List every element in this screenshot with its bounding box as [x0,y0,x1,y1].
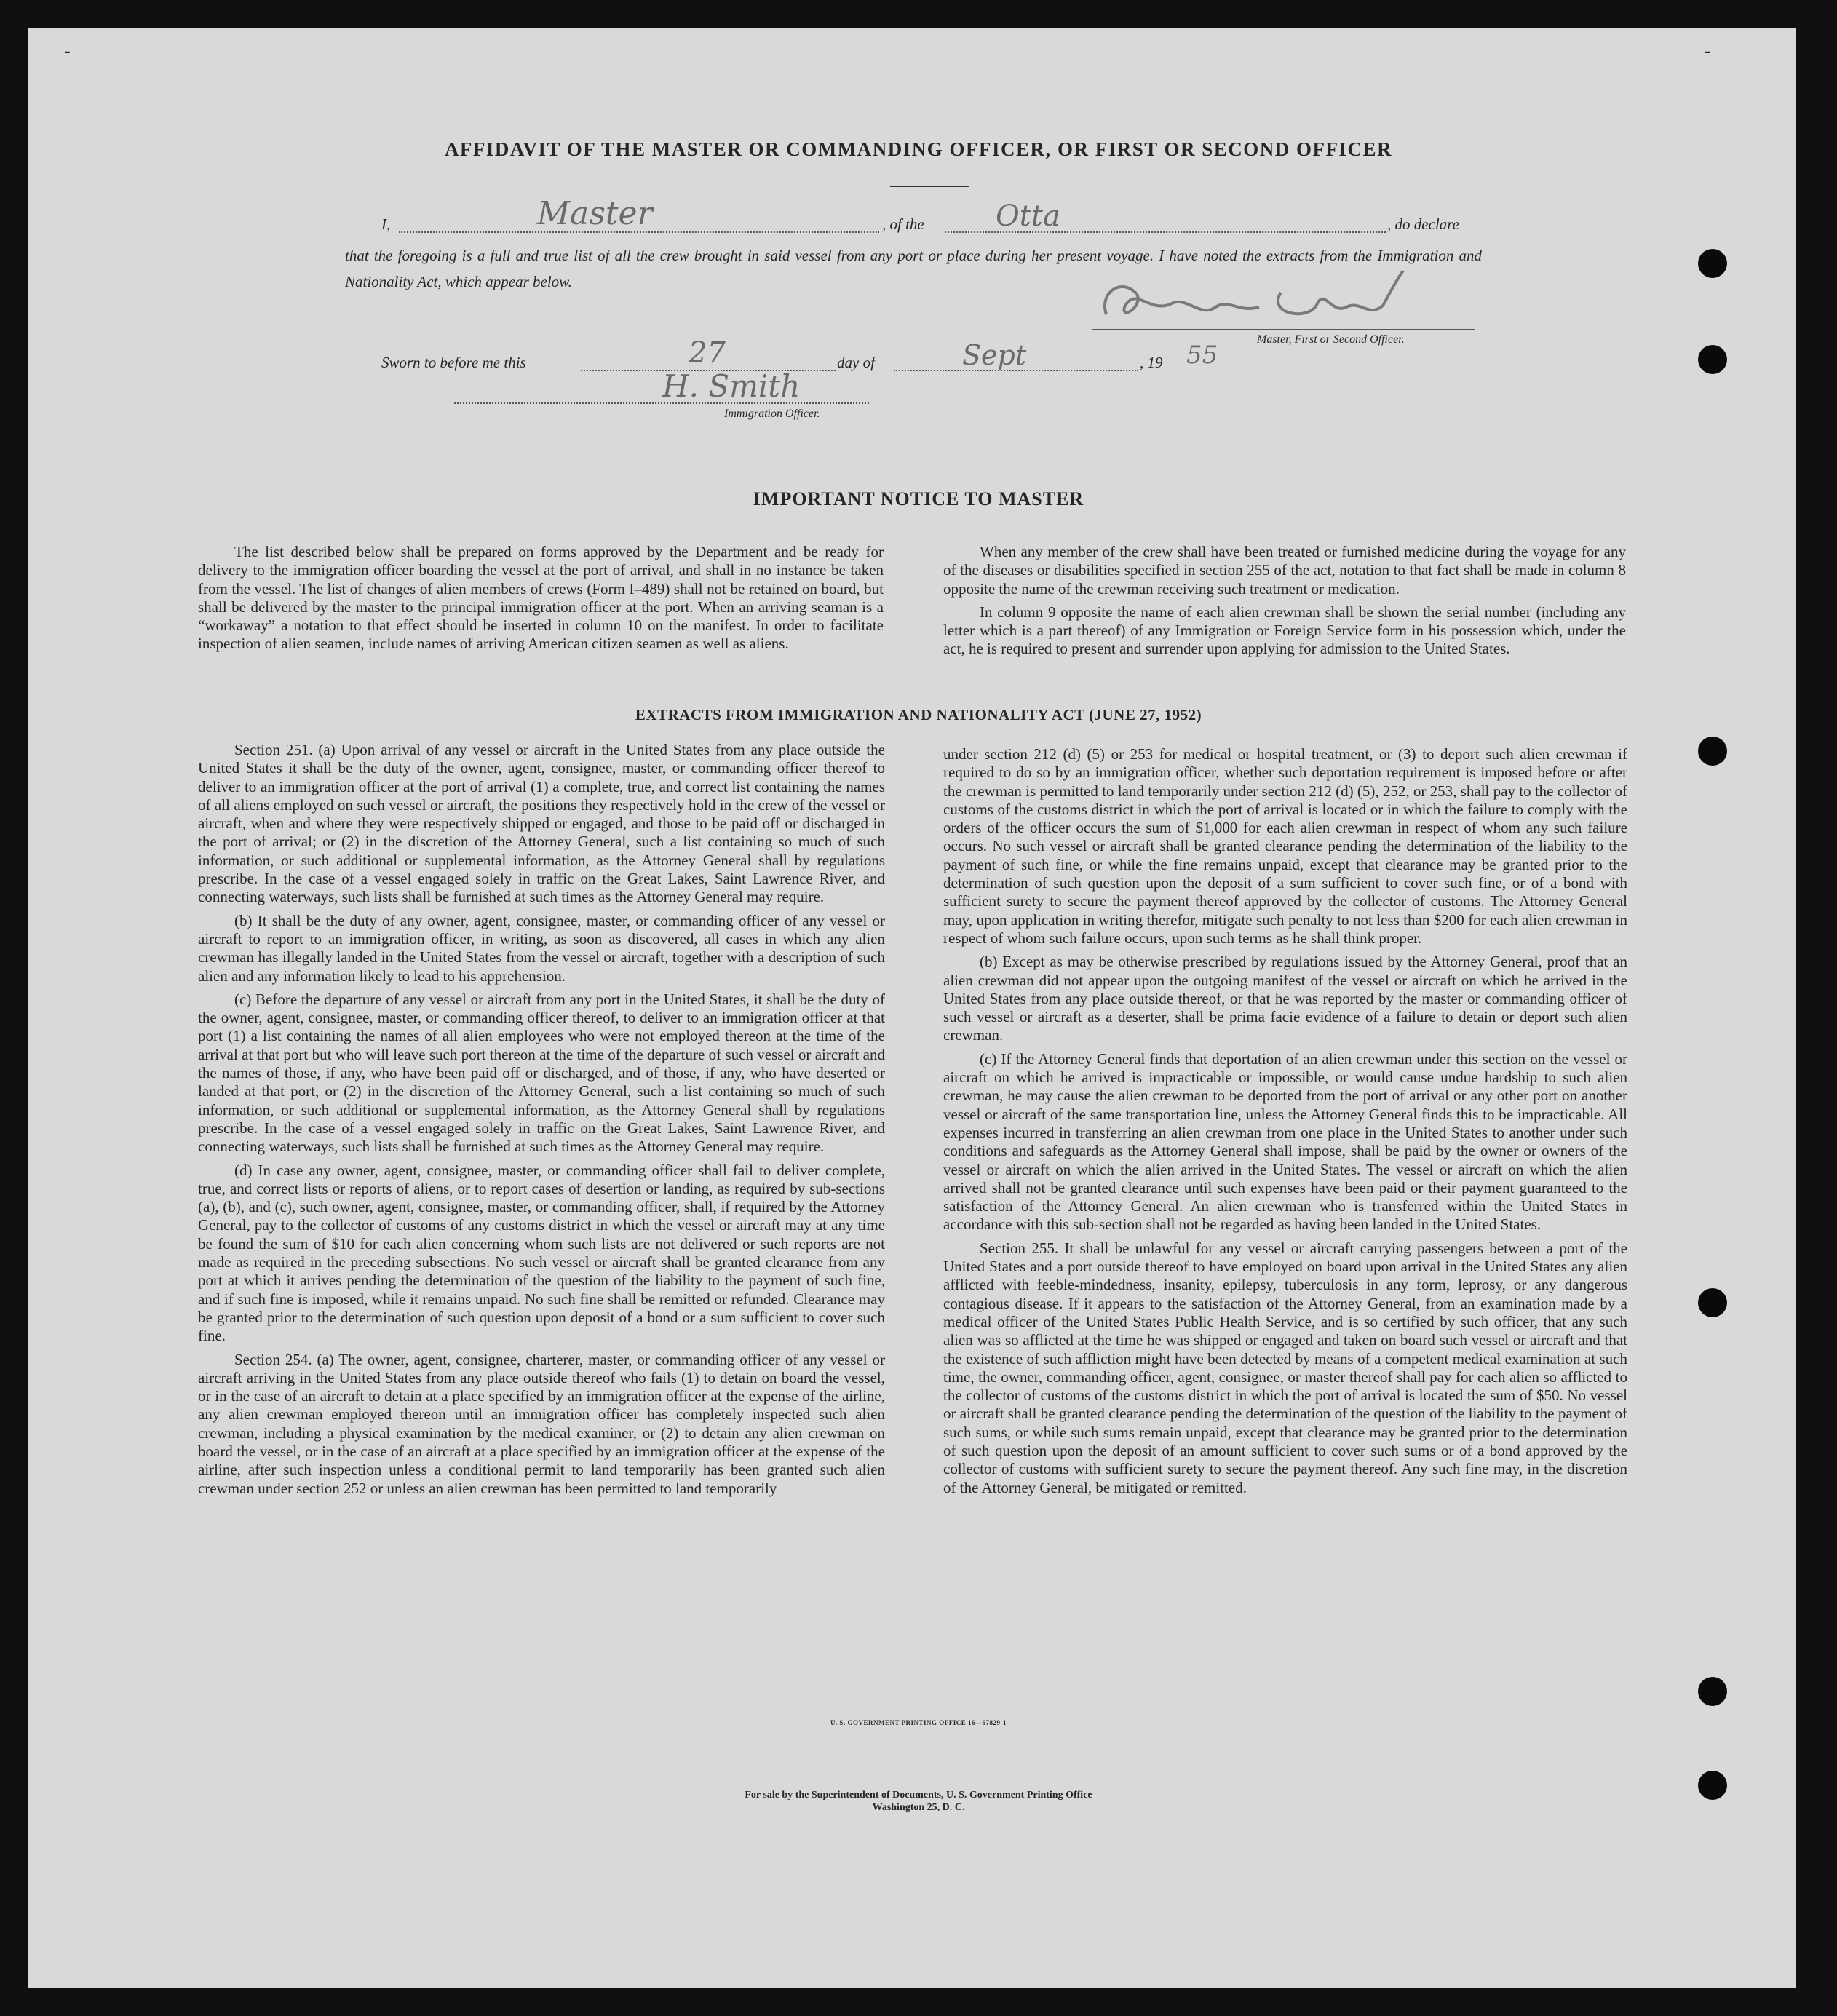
of-the-label: , of the [882,215,924,233]
printer-line: U. S. GOVERNMENT PRINTING OFFICE 16—67829-1 [830,1719,1007,1726]
officer-signature-line [454,402,869,404]
signature-caption: Master, First or Second Officer. [1257,333,1405,346]
signature-line [1092,329,1475,330]
name-handwritten: Master [537,195,653,232]
section-251-c: (c) Before the departure of any vessel or aircraft from any port in the United States, it shall be the duty of the owner, agent, consignee, master, or commanding officer thereof, to deliver to an immigration officer at that port (1) a list containing the names of all alien employees who were not employed thereon at the time of the arrival at that port but who will leave such port thereon at the time of the departure of such vessel or aircraft and the names of those, if any, who have been paid off or discharged, and of those, if any, who have deserted or landed at that port, or (2) in the discretion of the Attorney General, such a list containing so much of such information, or such additional or supplemental information, as the Attorney General shall by regulations prescribe. In the case of a vessel engaged solely in traffic on the Great Lakes, Saint Lawrence River, and connecting waterways, such lists shall be furnished at such times as the Attorney General may require. [198,990,885,1156]
day-of-label: day of [837,354,875,371]
i-prefix: I, [381,215,391,233]
scan-mark: - [1705,40,1711,61]
notice-right-column [943,543,1626,664]
notice-left-column [198,543,884,659]
section-251-d: (d) In case any owner, agent, consignee, master, or commanding officer shall fail to deliver complete, true, and correct lists or reports of aliens, or to report cases of desertion or landing, as required by sub-sections (a), (b), and (c), such owner, agent, consignee, master, or commanding officer, shall, if required by the Attorney General, pay to the collector of customs of any customs district in which the vessel or aircraft may at any time be found the sum of $10 for each alien concerning whom such lists are not delivered or such reports are not made as required in the preceding subsections. No such vessel or aircraft shall be granted clearance from any port at which it arrives pending the determination of the question of the liability to the payment of such fine, and if such fine is imposed, while it remains unpaid. No such fine shall be remitted or refunded. Clearance may be granted prior to the determination of such question upon deposit of a bond or a sum sufficient to cover such fine. [198,1161,885,1345]
section-254-c: (c) If the Attorney General finds that deportation of an alien crewman under this section on the vessel or aircraft on which he arrived is impracticable or impossible, or would cause undue hardship to such alien crewman, he may cause the alien crewman to be deported from the port of arrival or any other port on another vessel or aircraft of the same transportation line, unless the Attorney General finds this to be impracticable. All expenses incurred in transferring an alien crewman from one place in the United States to another under such conditions and safeguards as the Attorney General shall impose, shall be paid by the owner or owners of the vessel or aircraft on which the alien arrived in the United States. The vessel or aircraft on which the alien arrived shall not be granted clearance until such expenses have been paid or their payment guaranteed to the satisfaction of the Attorney General. An alien crewman who is transferred within the United States in accordance with this sub-section shall not be regarded as having been landed in the United States. [943,1049,1627,1234]
notice-paragraph: The list described below shall be prepared on forms approved by the Department and be ready for delivery to the immigration officer boarding the vessel at the port of arrival, and shall in no instance be taken from the vessel. The list of changes of alien members of crews (Form I–489) shall not be retained on board, but shall be delivered by the master to the principal immigration officer at the port. When an arriving seaman is a “workaway” a notation to that effect should be inserted in column 10 on the manifest. In order to facilitate inspection of alien seamen, include names of arriving American citizen seamen as well as aliens. [198,543,884,653]
punch-hole [1698,1677,1727,1706]
officer-caption: Immigration Officer. [724,408,820,420]
extracts-left-column [198,741,885,1503]
extracts-heading: EXTRACTS FROM IMMIGRATION AND NATIONALITY ACT (JUNE 27, 1952) [635,706,1202,723]
declaration-body: that the foregoing is a full and true list of all the crew brought in said vessel from any port or place during her present voyage. I have noted the extracts from the Immigration and Nationality Act, which appear below. [345,247,1482,290]
extracts-right-column [943,745,1627,1502]
notice-heading: IMPORTANT NOTICE TO MASTER [753,488,1084,509]
section-254-a-continued: under section 212 (d) (5) or 253 for medical or hospital treatment, or (3) to deport such alien crewman if required to do so by an immigration officer, whether such deportation requirement is imposed before or after the crewman is permitted to land temporarily under section 212 (d) (5), 252, or 253, shall pay to the collector of customs of the customs district in which the port of arrival is located or in which the failure to comply with the orders of the officer occurs the sum of $1,000 for each alien crewman in respect of whom any such failure occurs. No such vessel or aircraft shall be granted clearance pending the determination of the liability to the payment of such fine, or while the fine remains unpaid, except that clearance may be granted prior to the determination of such question upon the deposit of a sum sufficient to cover such fine, or of a bond with sufficient surety to secure the payment thereof approved by the collector of customs. The Attorney General may, upon application in writing therefor, mitigate such penalty to not less than $200 for each alien crewman in respect of whom such failure occurs, upon such terms as he shall think proper. [943,745,1627,947]
year-prefix: , 19 [1140,354,1163,371]
officer-handwritten: H. Smith [662,368,801,404]
section-251-a: Section 251. (a) Upon arrival of any vessel or aircraft in the United States from any place outside the United States it shall be the duty of the owner, agent, consignee, master, or commanding officer thereof to deliver to an immigration officer at the port of arrival (1) a complete, true, and correct list containing the names of all aliens employed on such vessel or aircraft, the positions they respectively hold in the crew of the vessel or aircraft, when and where they were respectively shipped or engaged, and those to be paid off or discharged in the port of arrival; or (2) in the discretion of the Attorney General, such a list containing so much of such information, or such additional or supplemental information, as the Attorney General shall by regulations prescribe. In the case of a vessel engaged solely in traffic on the Great Lakes, Saint Lawrence River, and connecting waterways, such lists shall be furnished at such times as the Attorney General may require. [198,741,885,906]
punch-hole [1698,249,1727,278]
vessel-handwritten: Otta [996,199,1060,233]
scan-mark: - [64,40,71,61]
master-signature [1092,263,1412,330]
punch-hole [1698,345,1727,374]
sale-line-1: For sale by the Superintendent of Documents, U. S. Government Printing Office [745,1790,1092,1801]
notice-paragraph: In column 9 opposite the name of each alien crewman shall be shown the serial number (including any letter which is a part thereof) of any Immigration or Foreign Service form in his possession which, under the act, he is required to present and surrender upon applying for admission to the United States. [943,603,1626,658]
section-254-b: (b) Except as may be otherwise prescribed by regulations issued by the Attorney General, proof that an alien crewman did not appear upon the outgoing manifest of the vessel or aircraft on which he arrived in the United States from any place outside thereof, or that he was reported by the master or commanding officer of such vessel or aircraft as a deserter, shall be prima facie evidence of a failure to detain or deport such alien crewman. [943,953,1627,1044]
affidavit-title: AFFIDAVIT OF THE MASTER OR COMMANDING OFFICER, OR FIRST OR SECOND OFFICER [444,138,1393,160]
do-declare-label: , do declare [1387,215,1459,233]
punch-hole [1698,737,1727,766]
section-251-b: (b) It shall be the duty of any owner, agent, consignee, master, or commanding officer of any vessel or aircraft to report to an immigration officer, in writing, as soon as discovered, all cases in which any alien crewman has illegally landed in the United States from the vessel or aircraft, together with a description of such alien and any information likely to lead to his apprehension. [198,911,885,985]
section-255: Section 255. It shall be unlawful for any vessel or aircraft carrying passengers between a port of the United States and a port outside thereof to have employed on board upon arrival in the United States any alien afflicted with feeble-mindedness, insanity, epilepsy, tuberculosis in any form, leprosy, or any dangerous contagious disease. If it appears to the satisfaction of the Attorney General, from an examination made by a medical officer of the United States Public Health Service, and is so certified by such officer, that any such alien was so afflicted at the time he was shipped or engaged and taken on board such vessel or aircraft and that the existence of such affliction might have been detected by means of a competent medical examination at such time, the owner, commanding officer, agent, consignee, or master thereof shall pay for each alien so afflicted to the collector of customs of the customs district in which the port of arrival is located the sum of $50. No vessel or aircraft shall be granted clearance pending the determination of the question of the liability to the payment of such sums, or while such sums remain unpaid, except that clearance may be granted prior to the determination of such question upon the deposit of an amount sufficient to cover such sums or of a bond approved by the collector of customs with sufficient surety to secure the payment thereof. Any such fine may, in the discretion of the Attorney General, be mitigated or remitted. [943,1239,1627,1496]
sale-line-2: Washington 25, D. C. [872,1802,965,1813]
title-divider [890,186,969,187]
month-handwritten: Sept [962,339,1027,371]
sworn-prefix: Sworn to before me this [381,354,526,371]
day-handwritten: 27 [689,336,726,370]
punch-hole [1698,1288,1727,1317]
section-254-a: Section 254. (a) The owner, agent, consignee, charterer, master, or commanding officer of any vessel or aircraft arriving in the United States from any place outside thereof who fails (1) to detain on board the vessel, or in the case of an aircraft to detain at a place specified by an immigration officer at the expense of the airline, any alien crewman employed thereon until an immigration officer has completely inspected such alien crewman, including a physical examination by the medical examiner, or (2) to detain any alien crewman on board the vessel, or in the case of an aircraft at a place specified by an immigration officer at the expense of the airline, after such inspection unless a conditional permit to land temporarily has been granted such alien crewman under section 252 or unless an alien crewman has been permitted to land temporarily [198,1350,885,1497]
year-handwritten: 55 [1186,341,1218,370]
notice-paragraph: When any member of the crew shall have been treated or furnished medicine during the voyage for any of the diseases or disabilities specified in section 255 of the act, notation to that fact shall be made in column 8 opposite the name of the crewman receiving such treatment or medication. [943,543,1626,598]
